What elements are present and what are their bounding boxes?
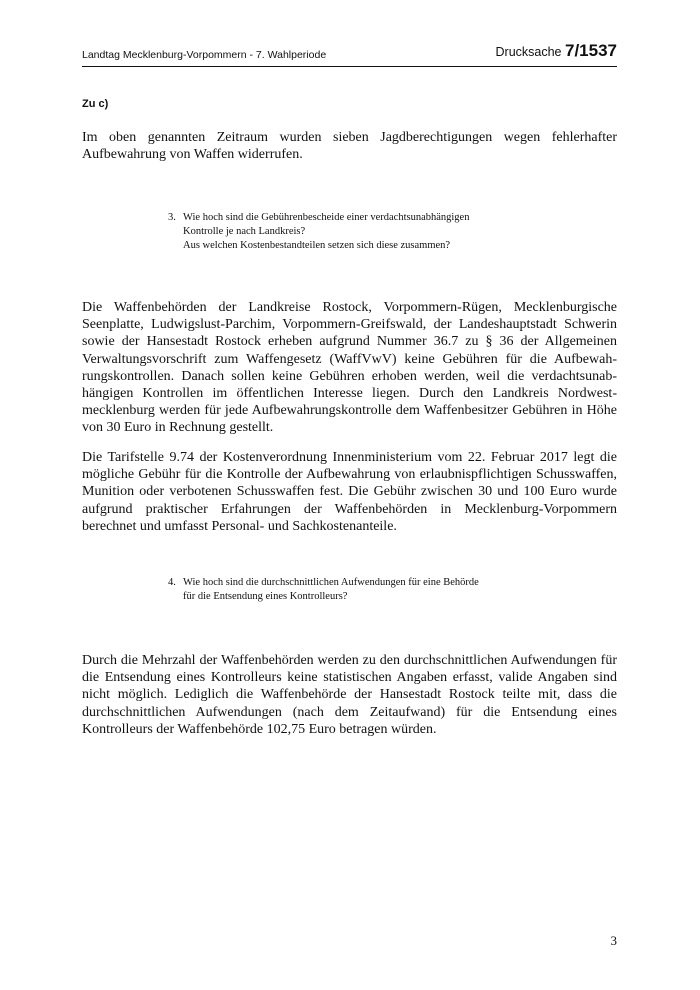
question-4-number: 4. xyxy=(168,577,176,588)
doc-label: Drucksache xyxy=(495,45,562,59)
answer-3-paragraph-1: Die Waffenbehörden der Landkreise Rostock, Vorpommern-Rügen, Mecklenburgische Seenplatte, Ludwigslust-Parchim, Vorpommern-Greifswald, der Landeshauptstadt Schwerin sowie der Hansestadt Rostock erheben aufgrund Nummer 36.7 zu § 36 der Allgemeinen Verwaltungsvorschrift zum Waffengesetz (WaffVwV) keine Gebühren für die Aufbewahrungskontrollen. Danach sollen keine Gebühren erhoben werden, weil die verdachtsunabhängigen Kontrollen im öffentlichen Interesse liegen. Durch den Landkreis Nordwestmecklenburg werden für jede Aufbewahrungskontrolle dem Waffenbesitzer Gebühren in Höhe von 30 Euro in Rechnung gestellt. xyxy=(82,300,617,436)
page-header xyxy=(82,40,617,67)
answer-4-paragraph-1: Durch die Mehrzahl der Waffenbehörden werden zu den durchschnittlichen Aufwendungen für die Entsendung eines Kontrolleurs keine statistischen Angaben erfasst, valide Angaben sind nicht möglich. Lediglich die Waffenbehörde der Hansestadt Rostock teilte mit, dass die durchschnittlichen Aufwendungen (nach dem Zeitaufwand) für die Entsendung eines Kontrolleurs der Waffenbehörde 102,75 Euro betragen würden. xyxy=(82,653,617,737)
answer-c-paragraph: Im oben genannten Zeitraum wurden sieben Jagdberechtigungen wegen fehlerhafter Aufbewahrung von Waffen widerrufen. xyxy=(82,130,617,163)
page-number: 3 xyxy=(610,933,617,948)
doc-number: 7/1537 xyxy=(565,41,617,60)
answer-3-paragraph-2: Die Tarifstelle 9.74 der Kostenverordnung Innenministerium vom 22. Februar 2017 legt die mögliche Gebühr für die Kontrolle der Aufbewahrung von erlaubnispflichtigen Schusswaffen, Munition oder verbotenen Schusswaffen fest. Die Gebühr zwischen 30 und 100 Euro wurde aufgrund praktischer Erfahrungen der Waffenbehörden in Mecklenburg-Vorpommern berechnet und umfasst Personal- und Sachkostenanteile. xyxy=(82,450,617,534)
question-3-text: Wie hoch sind die Gebührenbescheide einer verdachtsunabhängigen Kontrolle je nach Landkreis? Aus welchen Kostenbestandteilen setzen sich diese zusammen? xyxy=(183,212,470,251)
header-title: Landtag Mecklenburg-Vorpommern - 7. Wahlperiode xyxy=(82,49,327,61)
question-3-number: 3. xyxy=(168,212,176,223)
question-4-text: Wie hoch sind die durchschnittlichen Aufwendungen für eine Behörde für die Entsendung eines Kontrolleurs? xyxy=(183,577,479,602)
section-label-c: Zu c) xyxy=(82,98,109,110)
header-doc-reference xyxy=(496,41,617,61)
